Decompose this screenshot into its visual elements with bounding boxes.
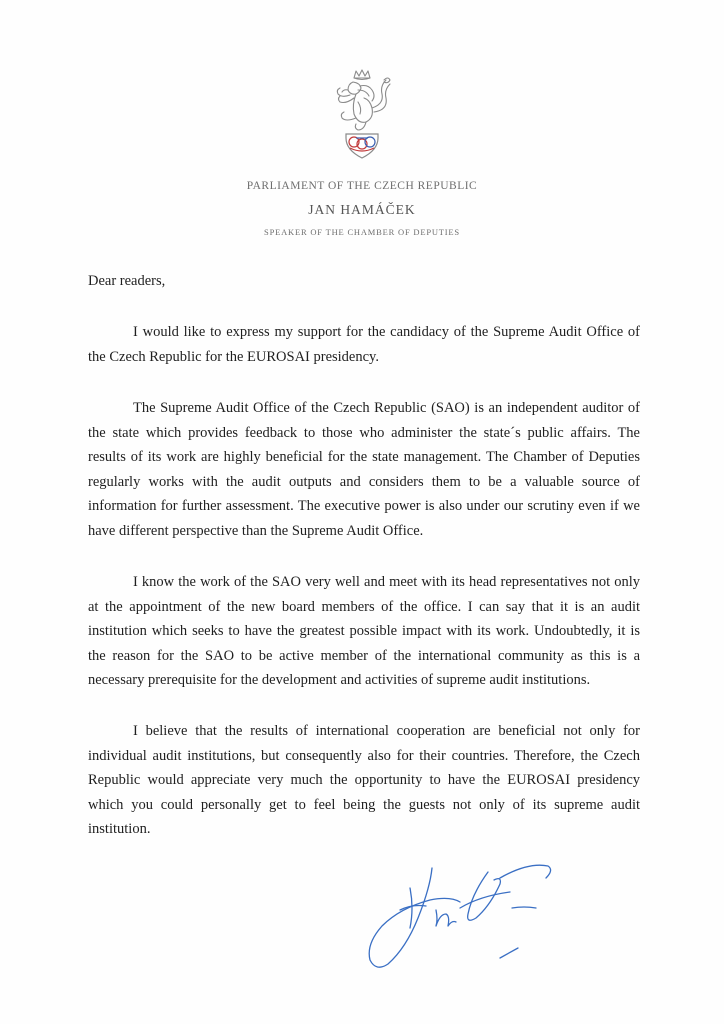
paragraph-4: I believe that the results of international cooperation are beneficial not only for individual audit institutions, but consequently also for their countries. Therefore, the Czech Republic would appreciate very much the opportunity to have the EUROSAI presidency which you could personally get to feel being the guests not only of its supreme audit institution. — [88, 723, 640, 837]
paragraph-3: I know the work of the SAO very well and meet with its head representatives not only at the appointment of the new board members of the office. I can say that it is an audit institution which seeks to have the greatest possible impact with its work. Undoubtedly, it is the reason for the SAO to be active member of the international community as this is a necessary prerequisite for the development and activities of supreme audit institutions. — [88, 574, 640, 688]
letterhead-title: SPEAKER OF THE CHAMBER OF DEPUTIES — [264, 227, 460, 237]
paragraph-1: I would like to express my support for the candidacy of the Supreme Audit Office of the Czech Republic for the EUROSAI presidency. — [88, 324, 640, 365]
salutation: Dear readers, — [88, 273, 166, 289]
letterhead-name: JAN HAMÁČEK — [308, 202, 416, 217]
letterhead-institution: PARLIAMENT OF THE CZECH REPUBLIC — [246, 180, 478, 192]
czech-lion-emblem-icon — [328, 68, 396, 160]
paragraph-2: The Supreme Audit Office of the Czech Republic (SAO) is an independent auditor of the state which provides feedback to those who administer the state´s public affairs. The results of its work are highly beneficial for the state management. The Chamber of Deputies regularly works with the audit outputs and considers them to be a valuable source of information for further assessment. The executive power is also under our scrutiny even if we have different perspective than the Supreme Audit Office. — [88, 400, 640, 539]
handwritten-signature — [340, 848, 560, 978]
